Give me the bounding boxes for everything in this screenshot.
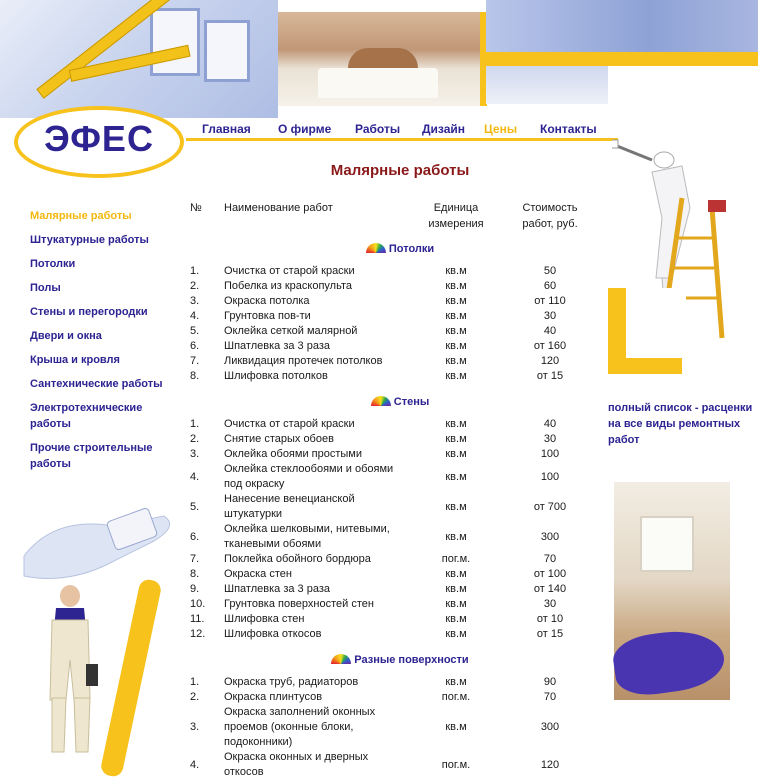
price: от 15 [536,370,564,382]
price: 120 [540,355,560,367]
unit: кв.м [445,598,467,610]
price: 40 [543,418,557,430]
price: от 160 [533,340,567,352]
sidebar-item-doors-windows[interactable]: Двери и окна [30,330,102,342]
unit: кв.м [445,500,467,513]
price: 70 [543,691,557,703]
row-number: 3. [190,721,200,733]
price: 70 [543,553,557,565]
unit: кв.м [445,583,467,595]
full-price-list-link[interactable]: полный список - расценки на все виды ремонтных работ [608,402,753,446]
row-number: 2. [190,433,200,445]
price: 30 [543,433,557,445]
nav-item-design[interactable]: Дизайн [422,122,466,136]
blue-paint-stroke [610,625,727,700]
row-number: 12. [190,628,206,640]
unit: пог.м. [441,758,471,771]
work-name: Шпатлевка за 3 раза [224,340,330,352]
row-number: 4. [190,310,200,322]
row-number: 2. [190,691,200,703]
unit: кв.м [445,265,467,277]
work-name: Очистка от старой краски [224,265,355,277]
work-name: Снятие старых обоев [224,433,334,445]
price: 90 [543,676,557,688]
sidebar-item-electrical[interactable]: Электротехнические работы [30,402,143,430]
price: 100 [540,448,560,460]
row-number: 9. [190,583,200,595]
unit: пог.м. [441,691,471,703]
row-number: 4. [190,758,200,771]
work-name: Окраска плинтусов [224,691,323,703]
unit: кв.м [445,721,467,733]
sidebar-item-other[interactable]: Прочие строительные работы [30,442,153,470]
price: от 15 [536,628,564,640]
price: 60 [543,280,557,292]
unit: кв.м [445,530,467,543]
row-number: 7. [190,553,200,565]
unit: кв.м [445,355,467,367]
work-name: Нанесение венецианской штукатурки [224,493,355,520]
sidebar-item-plumbing[interactable]: Сантехнические работы [30,378,163,390]
hands-with-calculator-image [14,496,184,586]
price: 30 [543,310,557,322]
row-number: 3. [190,448,200,460]
section-header-ceilings: Потолки [186,243,614,255]
section-header-various: Разные поверхности [186,654,614,666]
work-name: Очистка от старой краски [224,418,355,430]
row-number: 6. [190,530,200,543]
header-photo-kitchen [486,0,758,52]
unit: кв.м [445,370,467,382]
column-header-price: Стоимость работ, руб. [522,202,578,230]
page-title: Малярные работы [330,162,470,179]
column-header-unit: Единица измерения [428,202,484,230]
row-number: 4. [190,470,200,483]
unit: кв.м [445,340,467,352]
unit: кв.м [445,280,467,292]
nav-item-works[interactable]: Работы [355,122,401,136]
price: 30 [543,598,557,610]
table-row [0,447,758,462]
unit: кв.м [445,433,467,445]
column-header-name: Наименование работ [224,202,333,214]
price: от 10 [536,613,564,625]
row-number: 1. [190,676,200,688]
unit: кв.м [445,568,467,580]
work-name: Поклейка обойного бордюра [224,553,371,565]
row-number: 5. [190,500,200,513]
unit: кв.м [445,325,467,337]
work-name: Шлифовка откосов [224,628,322,640]
row-number: 2. [190,280,200,292]
interior-photo-living-room [614,482,730,700]
work-name: Окраска труб, радиаторов [224,676,359,688]
work-name: Окраска заполнений оконных проемов (оконные блоки, подоконники) [224,706,376,748]
work-name: Грунтовка поверхностей стен [224,598,374,610]
nav-item-contacts[interactable]: Контакты [540,122,597,136]
work-name: Окраска потолка [224,295,310,307]
row-number: 5. [190,325,200,337]
row-number: 10. [190,598,206,610]
price: 300 [540,721,560,733]
unit: кв.м [445,310,467,322]
nav-underline [186,138,618,141]
rainbow-icon [366,243,386,253]
work-name: Шлифовка стен [224,613,305,625]
main-nav [190,122,610,138]
row-number: 3. [190,295,200,307]
nav-item-home[interactable]: Главная [202,122,251,136]
rainbow-icon [371,396,391,406]
sidebar-item-floors[interactable]: Полы [30,282,61,294]
sidebar-item-walls[interactable]: Стены и перегородки [30,306,148,318]
sidebar-item-roofing[interactable]: Крыша и кровля [30,354,120,366]
row-number: 8. [190,370,200,382]
rainbow-icon [331,654,351,664]
unit: пог.м. [441,553,471,565]
nav-item-about[interactable]: О фирме [278,122,332,136]
price: от 100 [533,568,567,580]
worker-image [30,580,110,760]
price: 100 [540,470,560,483]
work-name: Побелка из краскопульта [224,280,352,292]
header-photo-bedroom [278,12,486,106]
yellow-stripe [486,52,758,66]
price: 40 [543,325,557,337]
work-name: Ликвидация протечек потолков [224,355,383,367]
work-name: Окраска оконных и дверных откосов [224,751,369,778]
work-name: Шпатлевка за 3 раза [224,583,330,595]
yellow-bracket [608,358,682,374]
work-name: Оклейка стеклообоями и обоями под окраску [224,463,394,490]
sidebar-item-ceilings[interactable]: Потолки [30,258,76,270]
header-photo-interior-left [0,0,278,118]
row-number: 1. [190,418,200,430]
price: 120 [540,758,560,771]
work-name: Шлифовка потолков [224,370,328,382]
unit: кв.м [445,418,467,430]
work-name: Окраска стен [224,568,292,580]
price: от 700 [533,500,567,513]
work-name: Грунтовка пов-ти [224,310,311,322]
price: 50 [543,265,557,277]
logo[interactable] [14,106,182,176]
row-number: 7. [190,355,200,367]
sidebar-item-plastering[interactable]: Штукатурные работы [30,234,149,246]
unit: кв.м [445,448,467,460]
unit: кв.м [445,613,467,625]
window-frame [150,8,200,76]
row-number: 1. [190,265,200,277]
unit: кв.м [445,295,467,307]
sidebar-item-painting[interactable]: Малярные работы [30,210,132,222]
column-header-number: № [190,202,202,214]
row-number: 6. [190,340,200,352]
row-number: 11. [190,613,205,625]
work-name: Оклейка сеткой малярной [224,325,358,337]
section-header-walls: Стены [186,396,614,408]
price: 300 [540,530,560,543]
row-number: 8. [190,568,200,580]
window-frame [204,20,250,82]
price: от 140 [533,583,567,595]
nav-item-prices[interactable]: Цены [484,122,518,136]
work-name: Оклейка обоями простыми [224,448,362,460]
unit: кв.м [445,628,467,640]
unit: кв.м [445,676,467,688]
work-name: Оклейка шелковыми, нитевыми, тканевыми обоями [224,523,390,550]
price: от 110 [534,295,566,307]
logo-text: ЭФЕС [44,118,154,159]
unit: кв.м [445,470,467,483]
